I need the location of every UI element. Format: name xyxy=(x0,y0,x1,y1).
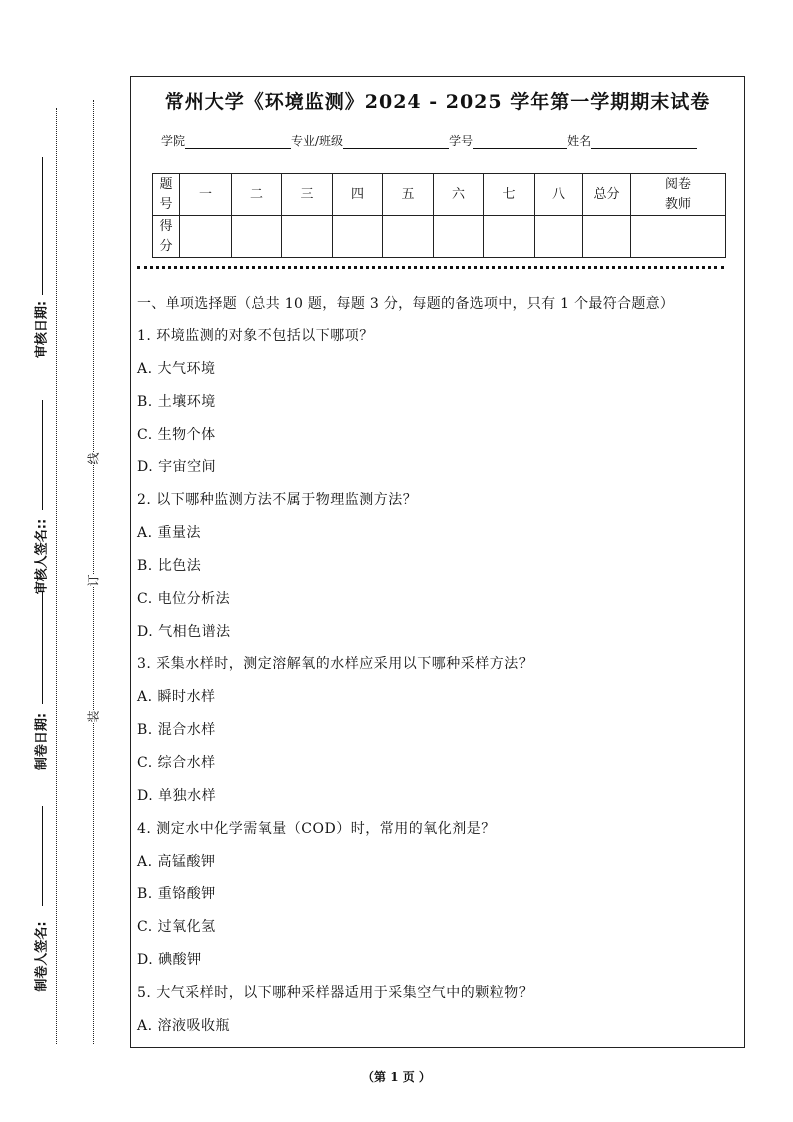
question-stem: 1. 环境监测的对象不包括以下哪项？ xyxy=(137,328,374,344)
score-cell[interactable] xyxy=(383,216,434,258)
col-header: 五 xyxy=(383,174,434,216)
col-header-total: 总分 xyxy=(583,174,631,216)
major-field[interactable] xyxy=(343,136,449,149)
col-header: 一 xyxy=(180,174,232,216)
option: D. 气相色谱法 xyxy=(137,623,231,640)
option: D. 单独水样 xyxy=(137,787,217,804)
question-stem: 3. 采集水样时，测定溶解氧的水样应采用以下哪种采样方法？ xyxy=(137,656,534,673)
option: B. 土壤环境 xyxy=(137,393,216,410)
question-stem: 5. 大气采样时，以下哪种采样器适用于采集空气中的颗粒物？ xyxy=(137,984,534,1001)
col-header: 七 xyxy=(484,174,535,216)
score-cell[interactable] xyxy=(232,216,282,258)
option: C. 电位分析法 xyxy=(137,590,231,607)
cut-mark-staple: 订 xyxy=(83,574,104,586)
major-label: 专业/班级 xyxy=(291,134,344,148)
score-cell[interactable] xyxy=(282,216,333,258)
maker-sign-label: 制卷人签名: xyxy=(34,921,50,992)
option: A. 溶液吸收瓶 xyxy=(137,1017,231,1034)
maker-date-label: 制卷日期: xyxy=(34,712,50,771)
col-header-grader: 阅卷教师 xyxy=(631,174,726,216)
cut-mark-line: 线 xyxy=(83,452,104,464)
question-list xyxy=(137,326,533,1049)
maker-sign-blank xyxy=(42,806,43,906)
reviewer-sign-label: 审核人签名:: xyxy=(34,518,50,595)
score-cell[interactable] xyxy=(333,216,383,258)
option: C. 过氧化氢 xyxy=(137,919,216,936)
col-header: 六 xyxy=(434,174,484,216)
option: C. 综合水样 xyxy=(137,754,216,771)
cut-mark-bind: 装 xyxy=(83,710,104,722)
option: B. 混合水样 xyxy=(137,722,216,739)
reviewer-sign-blank xyxy=(42,400,43,510)
option: B. 比色法 xyxy=(137,557,202,574)
option: A. 重量法 xyxy=(137,525,202,542)
score-table xyxy=(152,173,726,258)
option: B. 重铬酸钾 xyxy=(137,886,216,903)
college-label: 学院 xyxy=(161,134,186,148)
student-id-label: 学号 xyxy=(449,134,474,148)
name-field[interactable] xyxy=(591,136,697,149)
dotted-separator xyxy=(137,266,724,269)
maker-date-blank xyxy=(42,592,43,704)
reviewer-date-blank xyxy=(42,157,43,295)
score-cell-total[interactable] xyxy=(583,216,631,258)
exam-frame xyxy=(130,76,745,1048)
row-label-score: 得分 xyxy=(153,216,180,258)
reviewer-date-label: 审核日期: xyxy=(34,300,50,359)
binding-line-outer xyxy=(56,108,57,1044)
name-label: 姓名 xyxy=(567,134,592,148)
score-cell[interactable] xyxy=(484,216,535,258)
score-cell[interactable] xyxy=(434,216,484,258)
college-field[interactable] xyxy=(185,136,291,149)
binding-line-inner xyxy=(93,100,94,1044)
student-info-row xyxy=(161,132,697,149)
student-id-field[interactable] xyxy=(473,136,567,149)
question-stem: 2. 以下哪种监测方法不属于物理监测方法？ xyxy=(137,492,418,509)
option: D. 碘酸钾 xyxy=(137,952,202,969)
option: C. 生物个体 xyxy=(137,426,216,443)
score-cell[interactable] xyxy=(535,216,583,258)
page-number: （第 1 页 ） xyxy=(362,1070,431,1084)
col-header: 八 xyxy=(535,174,583,216)
option: A. 大气环境 xyxy=(137,360,216,377)
exam-title: 常州大学《环境监测》2024 - 2025 学年第一学期期末试卷 xyxy=(164,91,711,113)
question-stem: 4. 测定水中化学需氧量（COD）时，常用的氧化剂是？ xyxy=(137,820,496,837)
col-header: 二 xyxy=(232,174,282,216)
option: D. 宇宙空间 xyxy=(137,459,217,476)
score-cell-grader[interactable] xyxy=(631,216,726,258)
option: A. 瞬时水样 xyxy=(137,689,216,706)
col-header: 三 xyxy=(282,174,333,216)
section-header: 一、单项选择题（总共 10 题，每题 3 分，每题的备选项中，只有 1 个最符合题意） xyxy=(137,296,675,312)
option: A. 高锰酸钾 xyxy=(137,853,216,870)
col-header: 四 xyxy=(333,174,383,216)
score-cell[interactable] xyxy=(180,216,232,258)
row-label-question-no: 题号 xyxy=(153,174,180,216)
